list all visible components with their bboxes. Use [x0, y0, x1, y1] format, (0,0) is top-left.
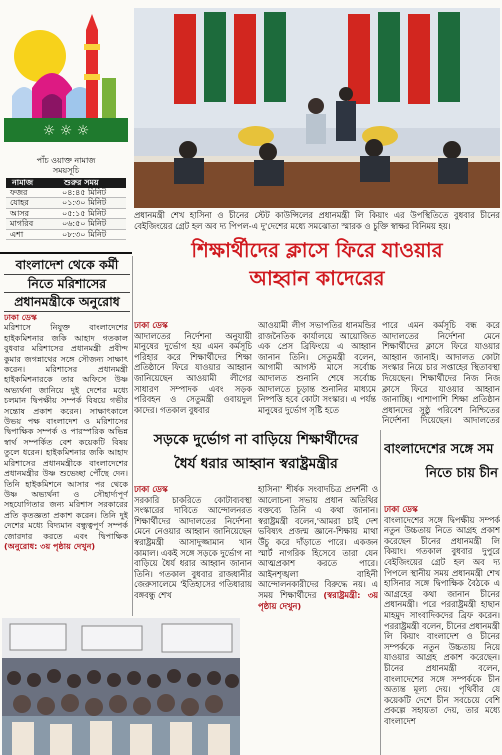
home-col-1 — [134, 484, 252, 612]
prayer-row — [6, 230, 126, 241]
column-rule — [132, 256, 133, 616]
students-headline-line2: আহ্বান কাদেরের — [249, 266, 385, 290]
mauritius-headline — [4, 256, 130, 312]
prayer-table — [6, 178, 126, 240]
china-dateline: ঢাকা ডেস্ক — [384, 504, 418, 514]
china-body-text: বাংলাদেশের সঙ্গে দ্বিপক্ষীয় সম্পর্ক নতুন উচ্চতায় নিতে আগ্রহ প্রকাশ করেছেন চীনের প্রধানমন্ত্রী লি কিয়াং। গতকাল বুধবার দুপুরে বেইজিংয়ের গ্রেট হল অব দ্য পিপলে স্থানীয় সময় প্রধানমন্ত্রী শেখ হাসিনার সঙ্গে দ্বিপাক্ষিক বৈঠকে এ আগ্রহের কথা জানান চীনের প্রধানমন্ত্রী। পরে পররাষ্ট্রমন্ত্রী হাছান মাহমুদ সাংবাদিকদের ব্রিফ করেন। পররাষ্ট্রমন্ত্রী বলেন, চীনের প্রধানমন্ত্রী লি কিয়াং বাংলাদেশ ও চীনের সম্পর্ককে নতুন উচ্চতায় নিয়ে যাওয়ার আগ্রহ প্রকাশ করেছেন। চীনের প্রধানমন্ত্রী বলেন, বাংলাদেশের সঙ্গে সম্পর্ককে চীন অত্যন্ত মূল্য দেয়। পৃথিবীর যে কয়েকটি দেশে চীন সবচেয়ে বেশি প্রকল্পে সহায়তা দেয়, তার মধ্যে বাংলাদেশ — [384, 514, 500, 726]
prayer-row — [6, 198, 126, 209]
mauritius-headline-line3: প্রধানমন্ত্রীকে অনুরোধ — [4, 293, 130, 312]
prayer-row — [6, 209, 126, 220]
prayer-row — [6, 219, 126, 230]
students-dateline: ঢাকা ডেস্ক — [134, 320, 168, 330]
mauritius-dateline: ঢাকা ডেস্ক — [4, 312, 37, 322]
students-col-2 — [258, 320, 376, 424]
prayer-name: আসর — [10, 208, 30, 218]
students-col2-text: আওয়ামী লীগ সভাপতির ধানমন্ডির রাজনৈতিক কার্যালয়ে আয়োজিত এক প্রেস ব্রিফিংয়ে এ আহ্বান জানান তিনি। সেতুমন্ত্রী বলেন, আগামী আগস্ট মাসে সর্বোচ্চ আদালত শুনানি শেষে সর্বোচ্চ আদালতে চূড়ান্ত শুনানির মাধ্যমে নিষ্পত্তি হবে কোটা সংস্কার। এ পর্যন্ত মানুষের দুর্ভোগ সৃষ্টি হতে — [258, 320, 376, 415]
china-headline-line2: নিতে চায় চীন — [425, 466, 498, 481]
prayer-name: মাগরিব — [10, 219, 34, 228]
mauritius-body — [4, 312, 128, 612]
prayer-rows — [6, 188, 126, 241]
home-col2-text: হাসিনা' শীর্ষক সংবাদচিত্র প্রদর্শনী ও আলোচনা সভায় প্রধান অতিথির বক্তব্যে তিনি এ কথা জানান। স্বরাষ্ট্রমন্ত্রী বলেন,'আমরা চাই দেশ ভবিষ্যৎ প্রজন্ম জ্ঞানে-শিক্ষায় মাথা উঁচু করে দাঁড়াতে পারে। একজন স্মার্ট নাগরিক হিসেবে তারা যেন আত্মপ্রকাশ করতে পারে। আইনশৃঙ্খলা বাহিনী আন্দোলনকারীদের বিরুদ্ধে নয়। এ সময় শিক্ষার্থীদের — [258, 484, 378, 600]
home-dateline: ঢাকা ডেস্ক — [134, 484, 168, 494]
home-col-2 — [258, 484, 378, 612]
prayer-row — [6, 188, 126, 199]
prayer-time: ০৫:১৫ মিনিট — [62, 208, 107, 218]
prayer-time: ০৮:৩০ মিনিট — [62, 229, 107, 239]
students-col1-text: আদালতের নির্দেশনা অনুযায়ী মানুষের দুর্ভোগ হয় এমন কর্মসূচি পরিহার করে শিক্ষার্থীদের শিক্ষা প্রতিষ্ঠানে ফিরে যাওয়ার আহ্বান জানিয়েছেন আওয়ামী লীগের সাধারণ সম্পাদক এবং সড়ক পরিবহন ও সেতুমন্ত্রী ওবায়দুল কাদের। গতকাল বুধবার — [134, 330, 252, 415]
divider — [0, 252, 132, 254]
crowd-photo — [2, 618, 240, 755]
home-headline-line2: ধৈর্য ধরার আহ্বান স্বরাষ্ট্রমন্ত্রীর — [174, 456, 338, 472]
signing-photo-caption: প্রধানমন্ত্রী শেখ হাসিনা ও চীনের স্টেট কাউন্সিলের প্রধানমন্ত্রী লি কিয়াং এর উপস্থিতিতে বুধবার চীনের বেইজিংয়ের গ্রেট হল অব দ্য পিপল-এ দু'দেশের মধ্যে সমঝোতা স্মারক ও চুক্তি স্বাক্ষর বিনিময় হয়। — [134, 210, 500, 232]
mauritius-jump: (অনুরোধ: ৩য় পৃষ্ঠায় দেখুন) — [4, 540, 96, 551]
home-jump: (স্বরাষ্ট্রমন্ত্রী: ৩য় পৃষ্ঠায় দেখুন) — [258, 589, 378, 611]
china-body — [384, 504, 500, 754]
china-headline — [384, 438, 502, 486]
mauritius-headline-line2: নিতে মরিশাসের — [4, 275, 130, 294]
prayer-table-header — [6, 178, 126, 188]
prayer-time: ০৬:৫০ মিনিট — [62, 219, 107, 228]
students-headline-line1: শিক্ষার্থীদের ক্লাসে ফিরে যাওয়ার — [191, 238, 443, 262]
china-headline-line1: বাংলাদেশের সঙ্গে সম — [384, 442, 494, 457]
mauritius-headline-line1: বাংলাদেশ থেকে কর্মী — [4, 256, 130, 275]
prayer-name: ফজর — [10, 187, 28, 197]
prayer-header-time: শুরুর সময় — [64, 178, 99, 187]
mauritius-body-text: মরিশাসে নিযুক্ত বাংলাদেশের হাইকমিশনার জকি আহাদ গতকাল বুধবার মরিশাসের প্রধানমন্ত্রী প্রবীন্দ কুমার জগন্নাথের সঙ্গে সৌজন্য সাক্ষাৎ করেন। মরিশাসের প্রধানমন্ত্রী হাইকমিশনারকে তার অফিসে উষ্ণ অভ্যর্থনা জানিয়ে দুই দেশের মধ্যে চলমান দ্বিপক্ষীয় সম্পর্ক বিষয়ে গভীর সন্তোষ প্রকাশ করেন। সাক্ষাৎকালে উভয় পক্ষ বাংলাদেশ ও মরিশাসের দ্বিপাক্ষিক সম্পর্ক ও পারস্পরিক অভিন্ন স্বার্থ সম্পর্কিত বেশ কয়েকটি বিষয় তুলে ধরেন। হাইকমিশনার জকি আহাদ মরিশাসের প্রধানমন্ত্রীকে বাংলাদেশের প্রধানমন্ত্রীর উষ্ণ শুভেচ্ছা পৌঁছে দেন। তিনি হাইকমিশনে আসার পর থেকে উষ্ণ অভ্যর্থনা ও সৌহার্দ্যপূর্ণ সহযোগিতার জন্য মরিশাস সরকারের প্রতি কৃতজ্ঞতা প্রকাশ করেন। তিনি দুই দেশের মধ্যে বিদ্যমান বন্ধুত্বপূর্ণ সম্পর্ক জোরদার করতে এবং দ্বিপাক্ষিক — [4, 322, 128, 541]
prayer-subtitle: সময়সূচি — [52, 166, 80, 175]
home-col1-text: সরকারি চাকরিতে কোটাব্যবস্থা সংস্কারের দাবিতে আন্দোলনরত শিক্ষার্থীদের আদালতের নির্দেশনা মেনে নেওয়ার আহ্বান জানিয়েছেন স্বরাষ্ট্রমন্ত্রী আসাদুজ্জামান খান কামাল। একই সঙ্গে সড়কে দুর্ভোগ না বাড়িয়ে ধৈর্য ধরার আহ্বান জানান তিনি। গতকাল বুধবার রাজধানীর জেরুসালেমে 'ইতিহাসের গতিধারায় বঙ্গবন্ধু শেখ — [134, 494, 252, 600]
prayer-name: এশা — [10, 229, 24, 239]
prayer-time: ০১:৩০ মিনিট — [62, 198, 107, 207]
students-col-1 — [134, 320, 252, 424]
students-col-3 — [382, 320, 500, 426]
mosque-logo — [2, 8, 130, 146]
home-headline — [134, 428, 378, 476]
prayer-name: যোহর — [10, 198, 29, 207]
prayer-title: পাঁচ ওয়াক্ত নামাজ — [36, 156, 96, 165]
prayer-time: ০৪:৪৫ মিনিট — [62, 187, 107, 197]
column-rule — [380, 430, 381, 755]
students-col3-text: পারে এমন কর্মসূচি বন্ধ করে আদালতের নির্দেশনা মেনে শিক্ষার্থীদের ক্লাসে ফিরে যাওয়ার আহ্বান জানাই। আদালত কোটা সংস্কার নিয়ে চার সপ্তাহের স্থিতাবস্থা দিয়েছেন। শিক্ষার্থীদের নিজ নিজ ক্লাসে ফিরে যাওয়ার আহ্বান জানাচ্ছি। পাশাপাশি শিক্ষা প্রতিষ্ঠান প্রধানদের সুষ্ঠু পরিবেশ নিশ্চিতের নির্দেশনা দিয়েছেন। আদালতের — [382, 320, 500, 426]
svg-text:☼ ☼ ☼: ☼ ☼ ☼ — [42, 123, 90, 139]
prayer-times-box — [6, 156, 126, 250]
prayer-header-name: নামাজ — [12, 178, 34, 187]
home-headline-line1: সড়কে দুর্ভোগ না বাড়িয়ে শিক্ষার্থীদের — [153, 432, 359, 448]
students-headline — [134, 236, 500, 292]
signing-photo — [134, 8, 500, 208]
